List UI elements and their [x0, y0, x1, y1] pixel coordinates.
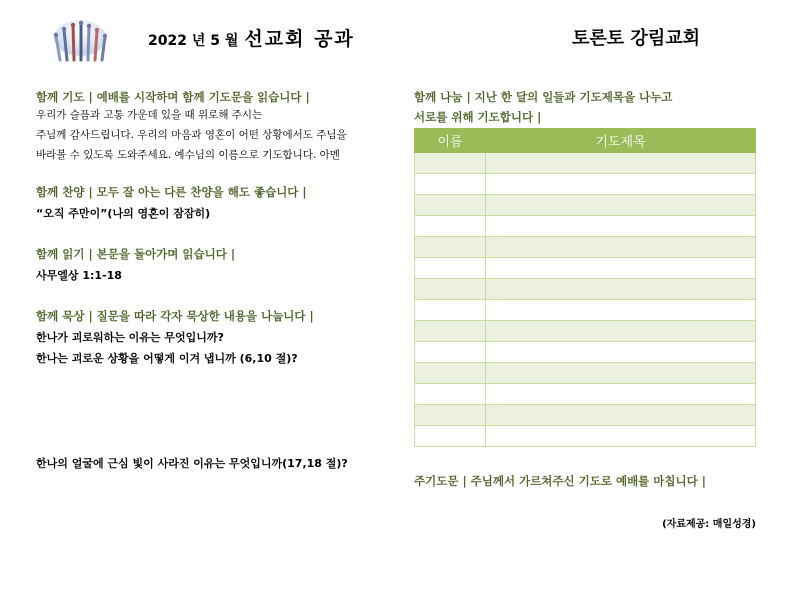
name-cell[interactable] — [415, 363, 486, 384]
table-row — [415, 300, 756, 321]
prayer-line-1: 우리가 슬픔과 고통 가운데 있을 때 위로해 주시는 — [36, 109, 263, 121]
prayer-topic-cell[interactable] — [486, 405, 756, 426]
table-row — [415, 405, 756, 426]
name-cell[interactable] — [415, 195, 486, 216]
name-cell[interactable] — [415, 426, 486, 447]
prayer-topic-cell[interactable] — [486, 342, 756, 363]
prayer-line-3: 바라볼 수 있도록 도와주세요. 예수님의 이름으로 기도합니다. 아멘 — [36, 149, 340, 161]
source-credit: (자료제공: 매일성경) — [662, 519, 756, 530]
church-logo — [50, 18, 110, 62]
meditation-heading: 함께 묵상 | 질문을 따라 각자 묵상한 내용을 나눕니다 | — [36, 309, 314, 323]
prayer-table-body — [415, 153, 756, 447]
name-cell[interactable] — [415, 216, 486, 237]
table-row — [415, 216, 756, 237]
prayer-topic-cell[interactable] — [486, 216, 756, 237]
prayer-heading: 함께 기도 | 예배를 시작하며 함께 기도문을 읽습니다 | — [36, 90, 310, 104]
name-cell[interactable] — [415, 405, 486, 426]
prayer-topic-cell[interactable] — [486, 195, 756, 216]
table-header-row — [415, 129, 756, 153]
name-cell[interactable] — [415, 174, 486, 195]
name-cell[interactable] — [415, 237, 486, 258]
name-cell[interactable] — [415, 258, 486, 279]
table-row — [415, 342, 756, 363]
hymn-title: “오직 주만이”(나의 영혼이 잠잠히) — [36, 207, 211, 220]
prayer-topic-cell[interactable] — [486, 300, 756, 321]
prayer-topic-cell[interactable] — [486, 174, 756, 195]
church-name: 토론토 강림교회 — [572, 28, 700, 49]
table-row — [415, 153, 756, 174]
table-row — [415, 426, 756, 447]
name-cell[interactable] — [415, 279, 486, 300]
name-cell[interactable] — [415, 321, 486, 342]
title-main: 선교회 공과 — [244, 28, 355, 50]
prayer-text — [36, 105, 347, 165]
table-row — [415, 237, 756, 258]
prayer-topic-cell[interactable] — [486, 258, 756, 279]
name-cell[interactable] — [415, 342, 486, 363]
name-cell[interactable] — [415, 153, 486, 174]
reading-passage: 사무엘상 1:1-18 — [36, 269, 122, 282]
table-row — [415, 321, 756, 342]
reading-heading: 함께 읽기 | 본문을 돌아가며 읽습니다 | — [36, 247, 236, 261]
column-header-topic: 기도제목 — [486, 129, 756, 153]
prayer-topic-cell[interactable] — [486, 384, 756, 405]
closing-prayer: 주기도문 | 주님께서 가르쳐주신 기도로 예배를 마칩니다 | — [414, 474, 706, 488]
sharing-heading-1: 함께 나눔 | 지난 한 달의 일들과 기도제목을 나누고 — [414, 90, 673, 104]
prayer-topic-cell[interactable] — [486, 321, 756, 342]
prayer-topic-cell[interactable] — [486, 426, 756, 447]
name-cell[interactable] — [415, 300, 486, 321]
prayer-table — [414, 128, 756, 447]
meditation-question-2: 한나는 괴로운 상황을 어떻게 이겨 냅니까 (6,10 절)? — [36, 352, 298, 365]
prayer-topic-cell[interactable] — [486, 237, 756, 258]
table-row — [415, 258, 756, 279]
name-cell[interactable] — [415, 384, 486, 405]
prayer-topic-cell[interactable] — [486, 153, 756, 174]
page-title — [148, 24, 355, 51]
column-header-name: 이름 — [415, 129, 486, 153]
prayer-topic-cell[interactable] — [486, 363, 756, 384]
prayer-line-2: 주님께 감사드립니다. 우리의 마음과 영혼이 어떤 상황에서도 주님을 — [36, 129, 347, 141]
table-row — [415, 384, 756, 405]
hymn-heading: 함께 찬양 | 모두 잘 아는 다른 찬양을 해도 좋습니다 | — [36, 185, 307, 199]
table-row — [415, 195, 756, 216]
table-row — [415, 279, 756, 300]
table-row — [415, 174, 756, 195]
meditation-question-1: 한나가 괴로워하는 이유는 무엇입니까? — [36, 331, 224, 344]
sharing-heading-2: 서로를 위해 기도합니다 | — [414, 110, 542, 124]
table-row — [415, 363, 756, 384]
prayer-topic-cell[interactable] — [486, 279, 756, 300]
meditation-question-3: 한나의 얼굴에 근심 빛이 사라진 이유는 무엇입니까(17,18 절)? — [36, 457, 348, 470]
title-date: 2022 년 5 월 — [148, 33, 239, 49]
